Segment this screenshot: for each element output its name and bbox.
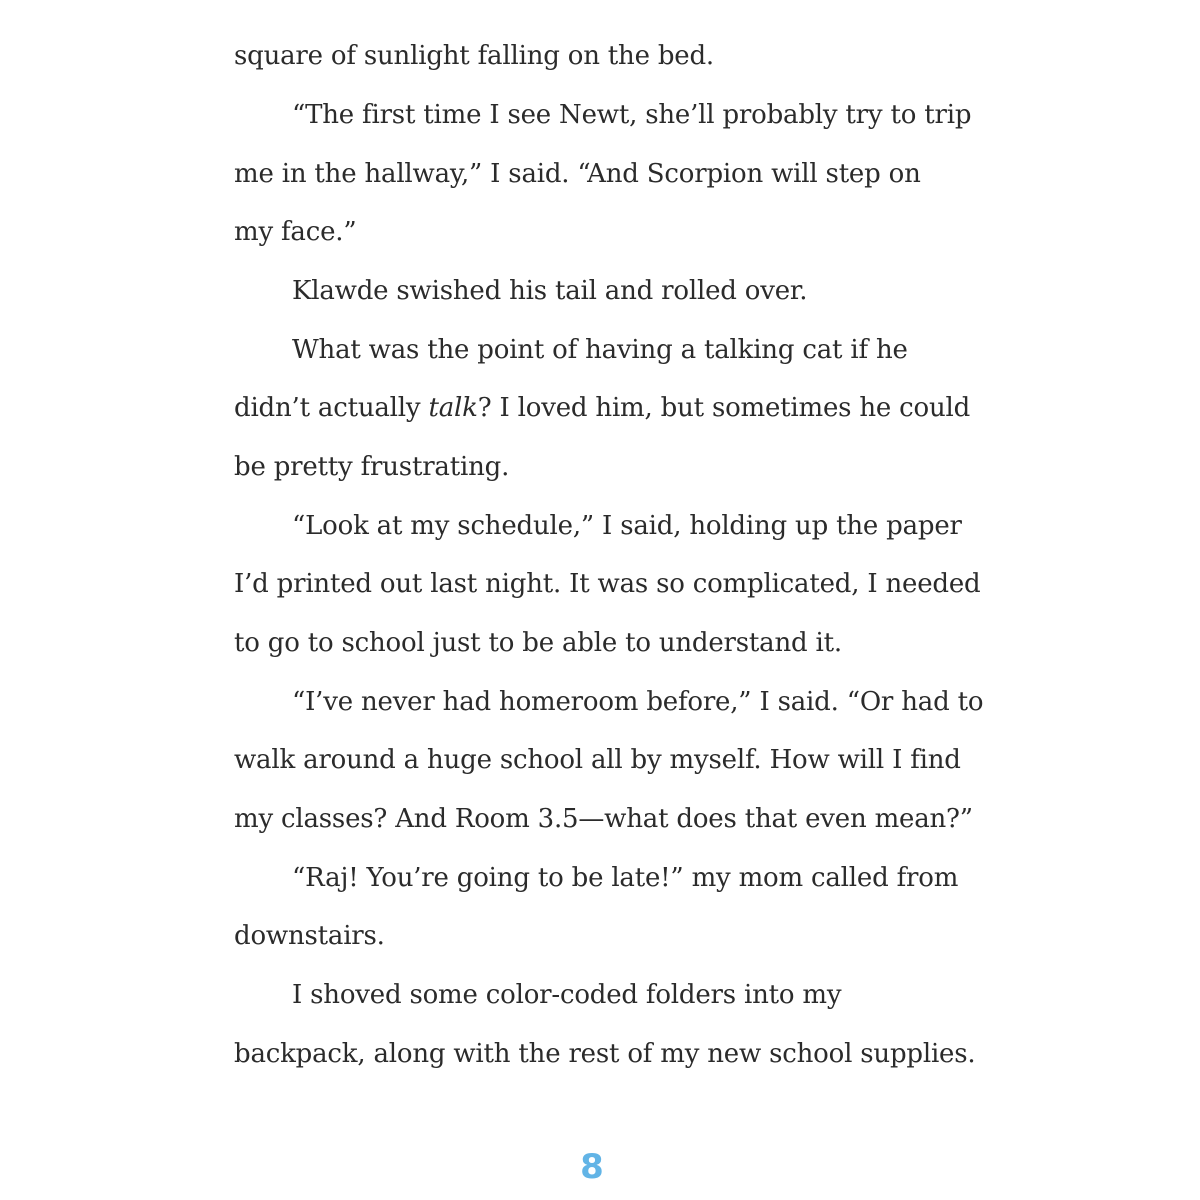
text-line-9: “Look at my schedule,” I said, holding up the paper <box>292 511 962 541</box>
text-line-1: square of sunlight falling on the bed. <box>234 41 714 71</box>
text-line-10: I’d printed out last night. It was so complicated, I needed <box>234 569 981 599</box>
text-line-4: my face.” <box>234 217 357 247</box>
text-line-7-italic: talk <box>428 393 478 423</box>
text-line-17: I shoved some color-coded folders into my <box>292 980 842 1010</box>
text-line-6: What was the point of having a talking cat if he <box>292 335 908 365</box>
text-line-7-before: didn’t actually <box>234 393 429 423</box>
text-line-8: be pretty frustrating. <box>234 452 510 482</box>
page-number: 8 <box>580 1147 604 1187</box>
text-line-12: “I’ve never had homeroom before,” I said. “Or had to <box>292 687 984 717</box>
text-line-5: Klawde swished his tail and rolled over. <box>292 276 808 306</box>
text-line-13: walk around a huge school all by myself. How will I find <box>234 745 961 775</box>
text-line-14: my classes? And Room 3.5—what does that even mean?” <box>234 804 973 834</box>
text-line-7 <box>234 392 970 424</box>
text-line-16: downstairs. <box>234 921 385 951</box>
text-line-2: “The first time I see Newt, she’ll probably try to trip <box>292 100 972 130</box>
text-line-11: to go to school just to be able to understand it. <box>234 628 842 658</box>
text-line-15: “Raj! You’re going to be late!” my mom called from <box>292 863 959 893</box>
text-line-3: me in the hallway,” I said. “And Scorpion will step on <box>234 159 921 189</box>
text-line-18: backpack, along with the rest of my new school supplies. <box>234 1039 976 1069</box>
text-line-7-after: ? I loved him, but sometimes he could <box>477 393 971 423</box>
